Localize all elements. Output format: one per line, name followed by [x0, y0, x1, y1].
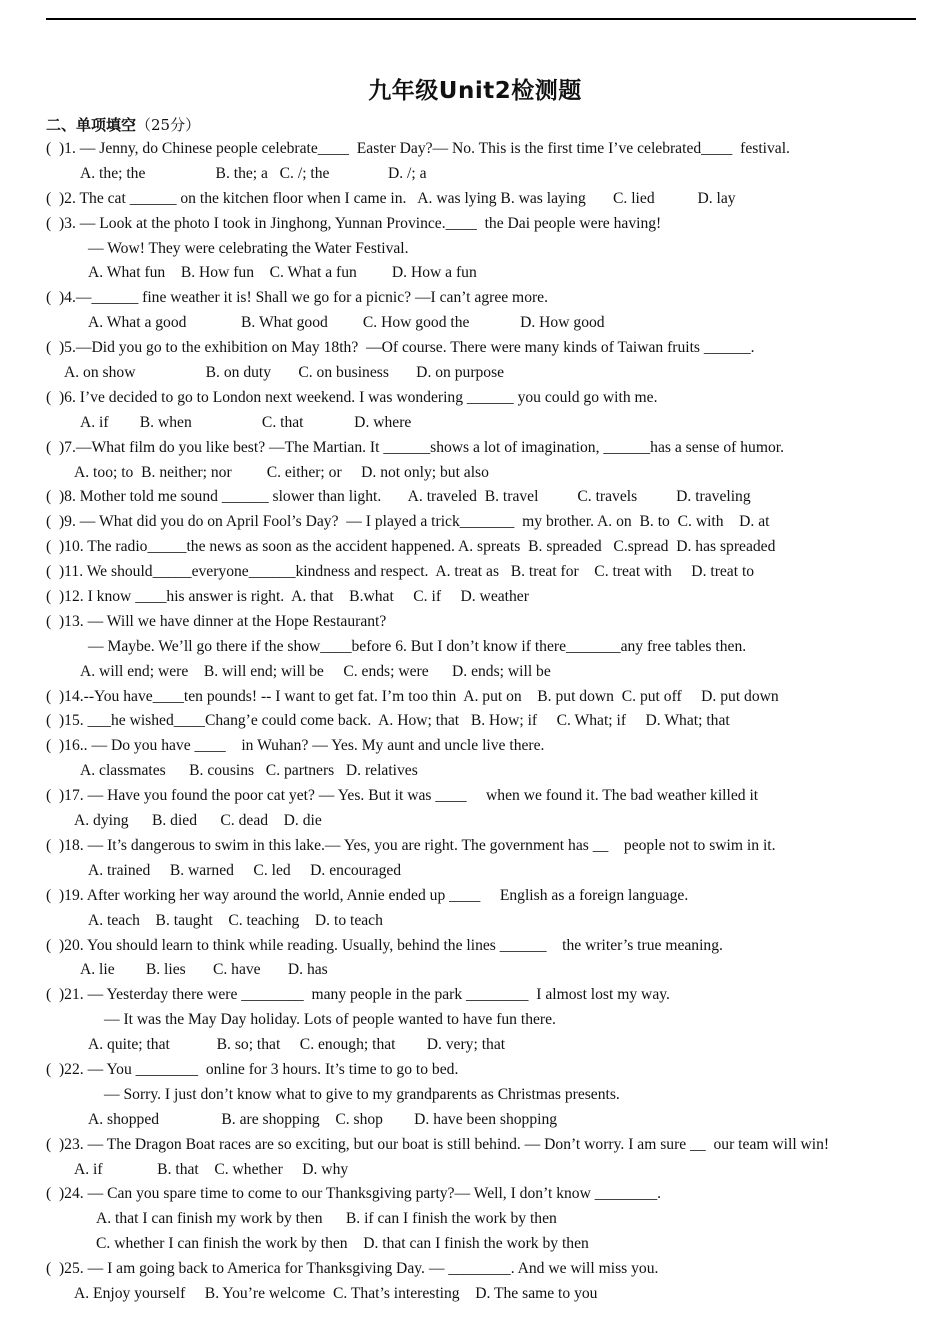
- question-20-stem: ( )20. You should learn to think while reading. Usually, behind the lines ______ the writer’s true meaning.: [46, 936, 723, 954]
- question-1-options: A. the; the B. the; a C. /; the D. /; a: [80, 164, 427, 182]
- question-16-stem: ( )16.. — Do you have ____ in Wuhan? — Yes. My aunt and uncle live there.: [46, 737, 545, 755]
- question-3-stem: ( )3. — Look at the photo I took in Jinghong, Yunnan Province.____ the Dai people were having!: [46, 214, 662, 232]
- question-24-options-cd: C. whether I can finish the work by then D. that can I finish the work by then: [96, 1235, 589, 1253]
- question-7-options: A. too; to B. neither; nor C. either; or D. not only; but also: [74, 463, 489, 481]
- question-3-options: A. What fun B. How fun C. What a fun D. How a fun: [88, 264, 477, 282]
- question-13-stem: ( )13. — Will we have dinner at the Hope Restaurant?: [46, 612, 387, 630]
- section-label: 二、单项填空: [46, 116, 137, 134]
- question-13-reply: — Maybe. We’ll go there if the show____before 6. But I don’t know if there_______any free tables then.: [88, 637, 747, 655]
- header-rule: [46, 18, 916, 20]
- question-19-stem: ( )19. After working her way around the world, Annie ended up ____ English as a foreign language.: [46, 886, 689, 904]
- question-6-stem: ( )6. I’ve decided to go to London next weekend. I was wondering ______ you could go with me.: [46, 388, 658, 406]
- question-6-options: A. if B. when C. that D. where: [80, 413, 412, 431]
- document-title: 九年级Unit2检测题: [368, 78, 582, 104]
- question-3-reply: — Wow! They were celebrating the Water Festival.: [88, 239, 409, 257]
- question-4-options: A. What a good B. What good C. How good the D. How good: [88, 314, 605, 332]
- question-24-options-ab: A. that I can finish my work by then B. if can I finish the work by then: [96, 1210, 557, 1228]
- question-list: [0, 137, 950, 1307]
- question-14-stem: ( )14.--You have____ten pounds! -- I want to get fat. I’m too thin A. put on B. put down C. put off D. put down: [46, 687, 779, 705]
- question-19-options: A. teach B. taught C. teaching D. to teach: [88, 911, 383, 929]
- question-18-options: A. trained B. warned C. led D. encouraged: [88, 861, 402, 879]
- question-25-stem: ( )25. — I am going back to America for Thanksgiving Day. — ________. And we will miss you.: [46, 1260, 659, 1278]
- question-10-stem: ( )10. The radio_____the news as soon as the accident happened. A. spreats B. spreaded C.spread D. has spreaded: [46, 538, 776, 556]
- question-22-options: A. shopped B. are shopping C. shop D. have been shopping: [88, 1110, 558, 1128]
- question-5-options: A. on show B. on duty C. on business D. on purpose: [64, 364, 505, 382]
- question-1-stem: ( )1. — Jenny, do Chinese people celebrate____ Easter Day?— No. This is the first time I’ve celebrated____ festival.: [46, 140, 790, 157]
- question-23-options: A. if B. that C. whether D. why: [74, 1160, 349, 1178]
- question-12-stem: ( )12. I know ____his answer is right. A. that B.what C. if D. weather: [46, 588, 529, 606]
- question-5-stem: ( )5.—Did you go to the exhibition on May 18th? —Of course. There were many kinds of Taiwan fruits ______.: [46, 339, 755, 357]
- question-7-stem: ( )7.—What film do you like best? —The Martian. It ______shows a lot of imagination, ______has a sense of humor.: [46, 438, 784, 456]
- question-15-stem: ( )15. ___he wished____Chang’e could come back. A. How; that B. How; if C. What; if D. What; that: [46, 712, 730, 730]
- question-20-options: A. lie B. lies C. have D. has: [80, 961, 328, 979]
- question-16-options: A. classmates B. cousins C. partners D. relatives: [80, 762, 418, 780]
- question-23-stem: ( )23. — The Dragon Boat races are so exciting, but our boat is still behind. — Don’t worry. I am sure __ our team will win!: [46, 1135, 830, 1153]
- question-13-options: A. will end; were B. will end; will be C. ends; were D. ends; will be: [80, 662, 551, 680]
- question-2-stem: ( )2. The cat ______ on the kitchen floor when I came in. A. was lying B. was laying C. lied D. lay: [46, 189, 736, 207]
- question-24-stem: ( )24. — Can you spare time to come to our Thanksgiving party?— Well, I don’t know ________.: [46, 1185, 662, 1203]
- question-17-stem: ( )17. — Have you found the poor cat yet? — Yes. But it was ____ when we found it. The bad weather killed it: [46, 787, 759, 805]
- question-25-options: A. Enjoy yourself B. You’re welcome C. That’s interesting D. The same to you: [74, 1284, 598, 1302]
- question-22-reply: — Sorry. I just don’t know what to give to my grandparents as Christmas presents.: [104, 1085, 620, 1103]
- question-11-stem: ( )11. We should_____everyone______kindness and respect. A. treat as B. treat for C. treat with D. treat to: [46, 563, 755, 581]
- section-points: （25分）: [136, 116, 201, 134]
- question-4-stem: ( )4.—______ fine weather it is! Shall we go for a picnic? —I can’t agree more.: [46, 289, 548, 307]
- question-22-stem: ( )22. — You ________ online for 3 hours. It’s time to go to bed.: [46, 1060, 459, 1078]
- question-21-stem: ( )21. — Yesterday there were ________ many people in the park ________ I almost lost my way.: [46, 986, 670, 1004]
- question-8-stem: ( )8. Mother told me sound ______ slower than light. A. traveled B. travel C. travels D. traveling: [46, 488, 751, 506]
- section-heading: [46, 114, 200, 135]
- question-21-reply: — It was the May Day holiday. Lots of people wanted to have fun there.: [104, 1011, 556, 1029]
- question-9-stem: ( )9. — What did you do on April Fool’s Day? — I played a trick_______ my brother. A. on B. to C. with D. at: [46, 513, 770, 531]
- question-21-options: A. quite; that B. so; that C. enough; that D. very; that: [88, 1036, 506, 1054]
- question-17-options: A. dying B. died C. dead D. die: [74, 812, 322, 830]
- question-18-stem: ( )18. — It’s dangerous to swim in this lake.— Yes, you are right. The government has __ people not to swim in it.: [46, 836, 776, 854]
